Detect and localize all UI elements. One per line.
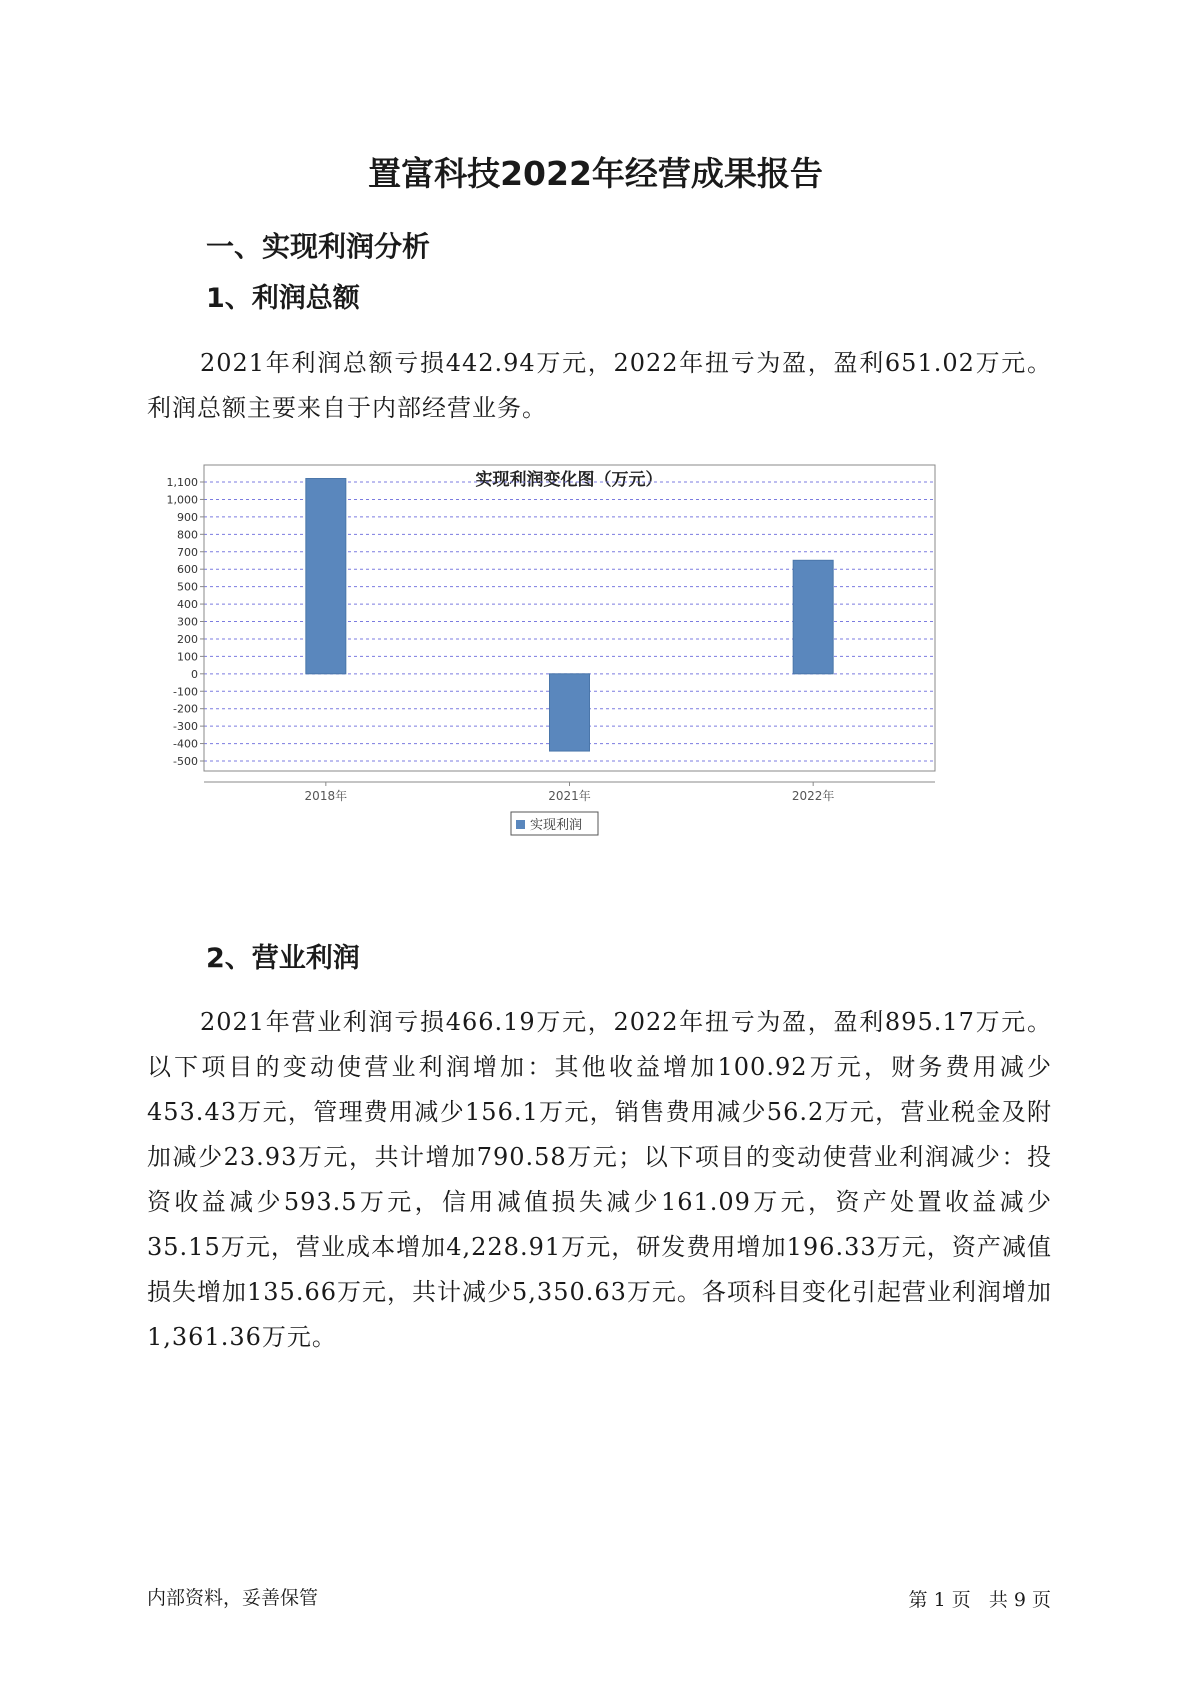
page-total: 9 xyxy=(1013,1589,1026,1611)
y-tick-label: -100 xyxy=(173,685,198,699)
y-tick-label: -500 xyxy=(173,755,198,768)
y-tick-label: 700 xyxy=(177,545,198,559)
page-prefix: 第 xyxy=(908,1589,934,1611)
page-number: 1 xyxy=(933,1589,946,1611)
footer-page-info xyxy=(909,1585,1051,1612)
document-title: 置富科技2022年经营成果报告 xyxy=(368,154,823,193)
page-mid: 页 共 xyxy=(945,1589,1014,1611)
y-tick-label: 800 xyxy=(177,528,198,542)
footer-confidential-note: 内部资料，妥善保管 xyxy=(147,1587,319,1609)
y-tick-label: 300 xyxy=(177,615,198,629)
y-axis-ticks xyxy=(167,476,205,768)
y-tick-label: 100 xyxy=(177,650,198,664)
legend-swatch xyxy=(516,820,525,829)
y-tick-label: 1,000 xyxy=(166,493,198,507)
section-heading-profit-analysis: 一、实现利润分析 xyxy=(206,230,431,263)
y-tick-label: 500 xyxy=(177,580,198,594)
y-tick-label: -200 xyxy=(173,702,198,716)
subsection-heading-operating-profit: 2、营业利润 xyxy=(206,943,360,974)
x-tick-label: 2018年 xyxy=(304,789,348,803)
subsection-heading-total-profit: 1、利润总额 xyxy=(206,283,360,314)
legend xyxy=(511,812,598,835)
x-tick-label: 2021年 xyxy=(548,789,591,803)
profit-bar-chart xyxy=(150,455,1050,910)
y-tick-label: 900 xyxy=(177,510,198,524)
x-axis-ticks xyxy=(305,782,835,803)
y-tick-label: -300 xyxy=(173,720,198,734)
y-tick-label: 400 xyxy=(177,598,198,612)
bar xyxy=(793,560,833,674)
chart-title: 实现利润变化图（万元） xyxy=(475,470,663,490)
y-tick-label: -400 xyxy=(173,737,198,751)
bar xyxy=(306,479,346,674)
bars xyxy=(306,479,833,752)
page-suffix: 页 xyxy=(1025,1589,1051,1611)
bar xyxy=(550,674,590,751)
y-tick-label: 600 xyxy=(177,563,198,577)
x-tick-label: 2022年 xyxy=(791,789,835,803)
y-tick-label: 1,100 xyxy=(166,476,198,489)
operating-profit-paragraph: 2021年营业利润亏损466.19万元，2022年扭亏为盈，盈利895.17万元。以下项目的变动使营业利润增加：其他收益增加100.92万元，财务费用减少453.43万元，管理费用减少156.1万元，销售费用减少56.2万元，营业税金及附加减少23.93万元，共计增加790.58万元；以下项目的变动使营业利润减少：投资收益减少593.5万元，信用减值损失减少161.09万元，资产处置收益减少35.15万元，营业成本增加4,228.91万元，研发费用增加196.33万元，资产减值损失增加135.66万元，共计减少5,350.63万元。各项科目变化引起营业利润增加1,361.36万元。 xyxy=(147,1008,1052,1351)
total-profit-paragraph: 2021年利润总额亏损442.94万元，2022年扭亏为盈，盈利651.02万元。利润总额主要来自于内部经营业务。 xyxy=(147,349,1052,422)
y-tick-label: 0 xyxy=(191,667,198,681)
y-tick-label: 200 xyxy=(177,632,198,646)
legend-label: 实现利润 xyxy=(530,818,583,833)
